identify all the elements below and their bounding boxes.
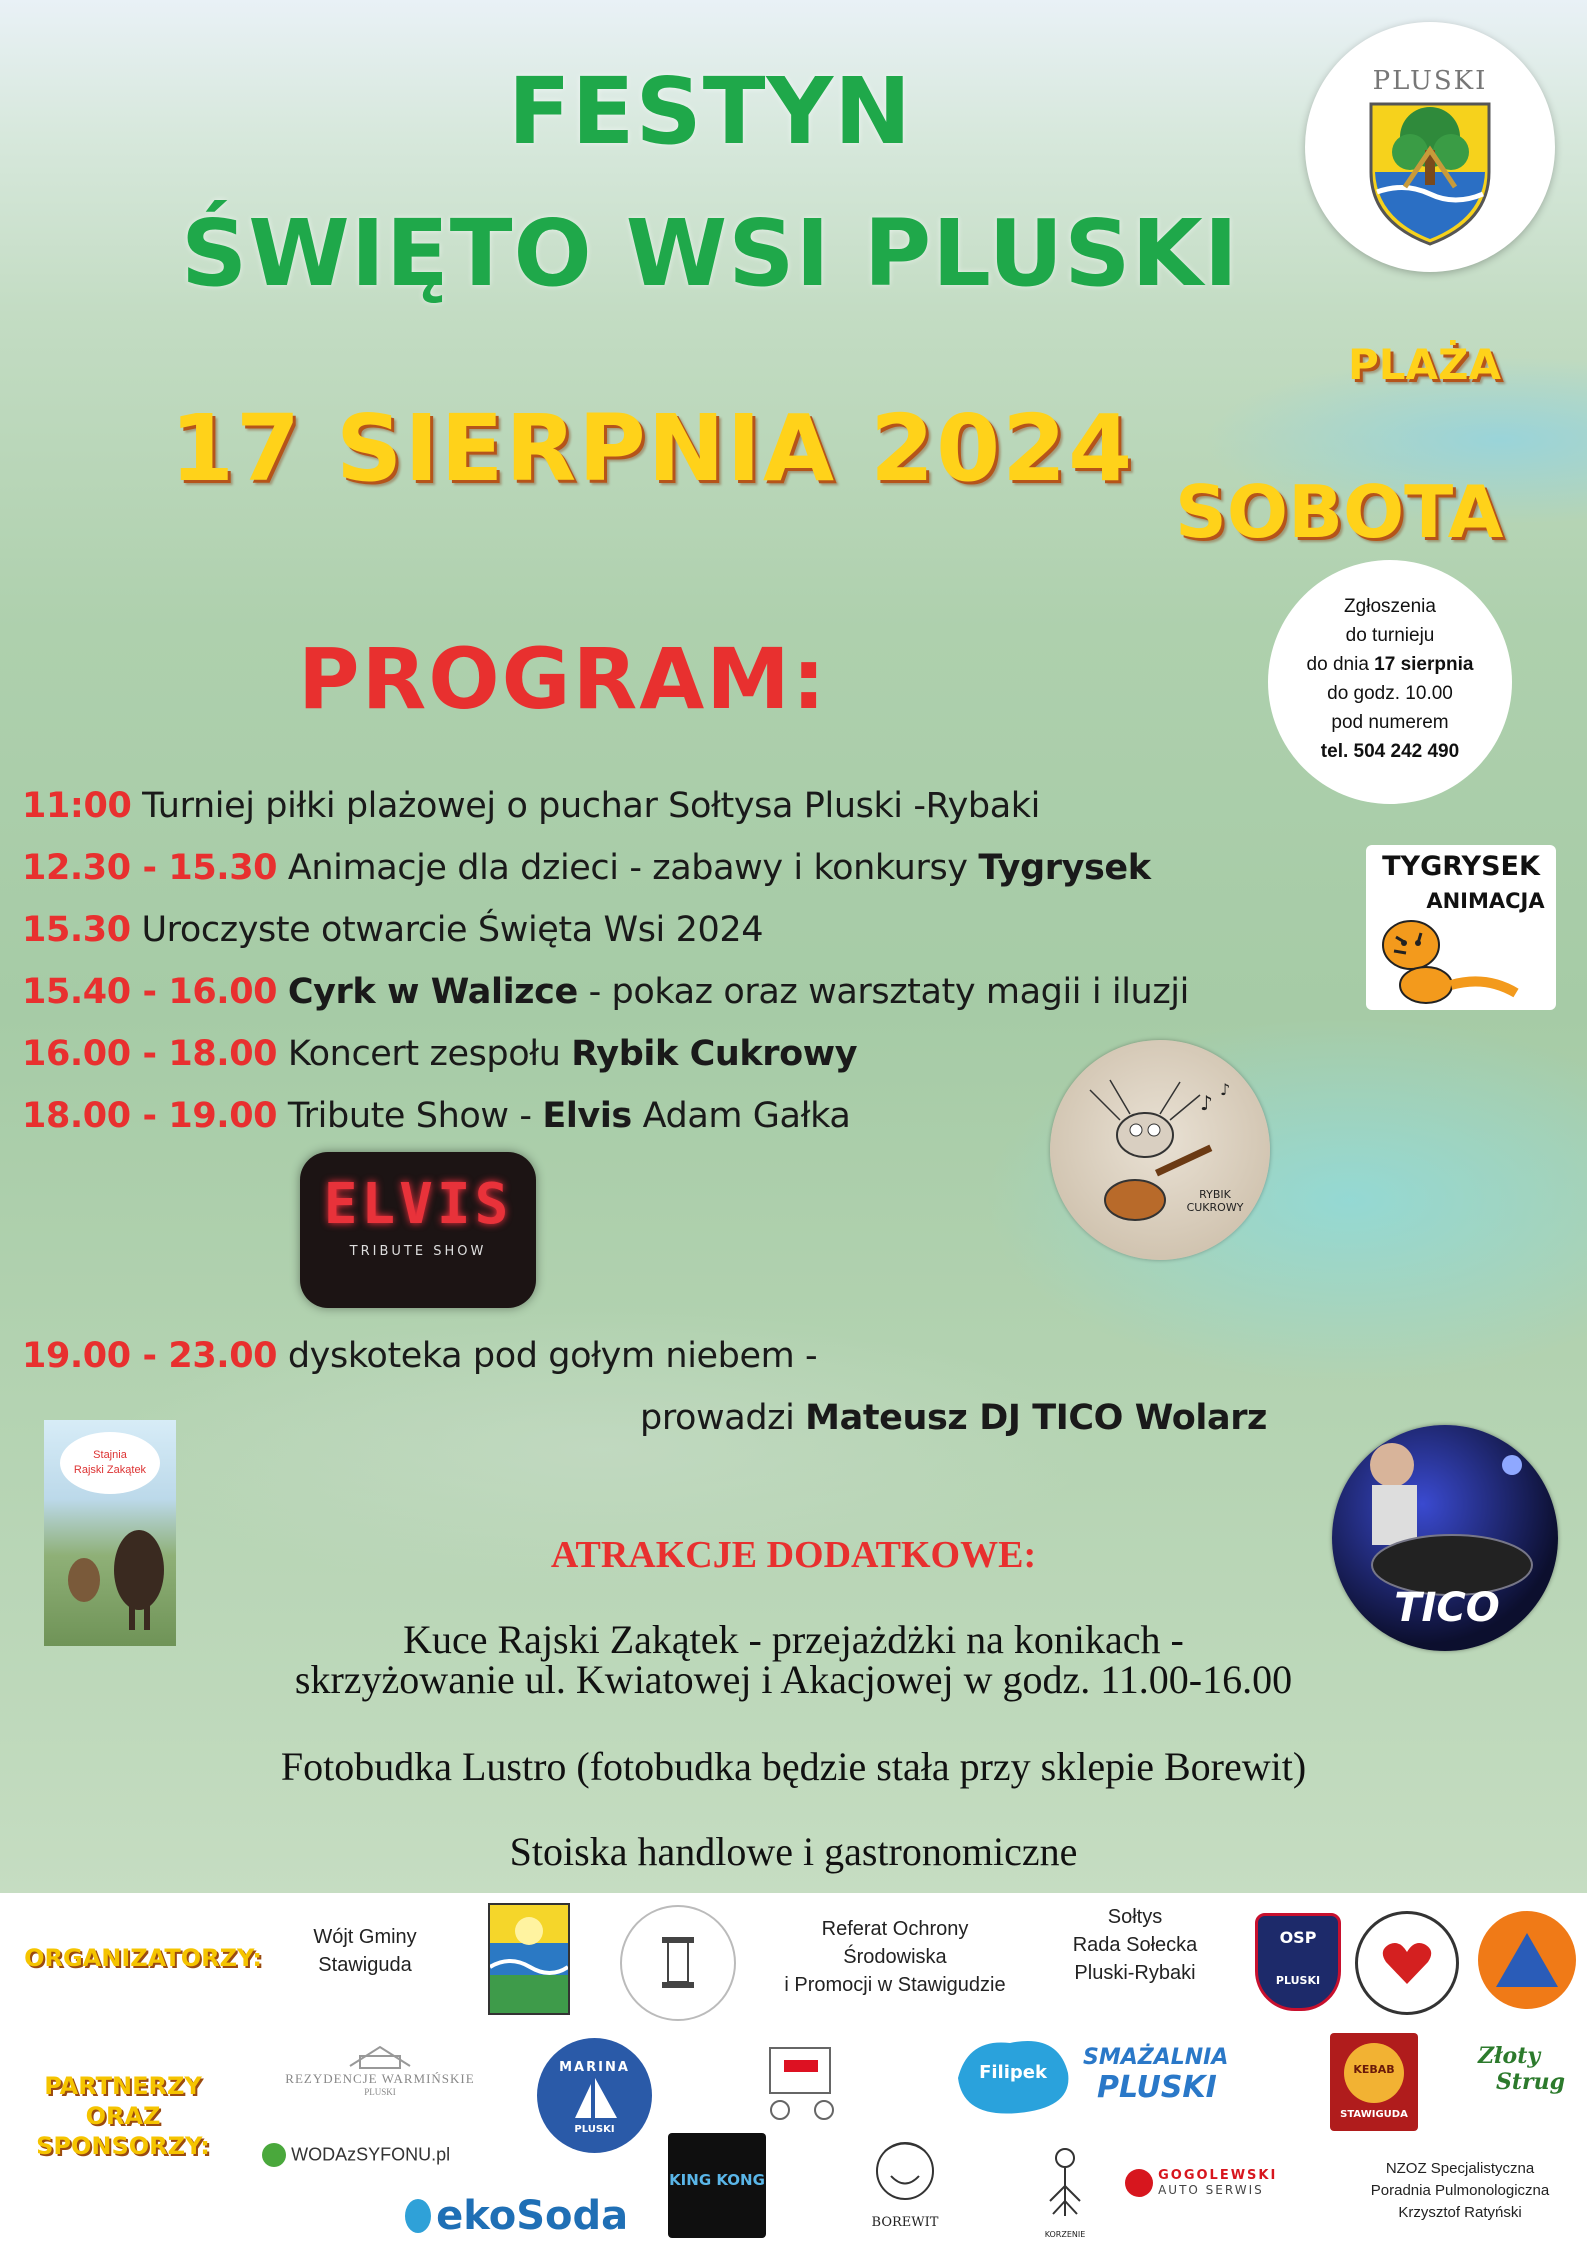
rybik-label-line: CUKROWY (1186, 1201, 1244, 1214)
registration-deadline-prefix: do dnia (1306, 654, 1375, 675)
program-time: 15.40 - 16.00 (22, 972, 278, 1012)
tygrysek-logo (1366, 845, 1556, 1010)
registration-info-bubble (1268, 560, 1512, 804)
filipek-text: Filipek (979, 2062, 1047, 2083)
sponsors-label-line: SPONSORZY: (36, 2132, 210, 2160)
place-label: PLAŻA (1348, 340, 1502, 389)
registration-line: Zgłoszenia (1344, 596, 1436, 617)
svg-text:♪: ♪ (1220, 1080, 1231, 1099)
extras-line: Stoiska handlowe i gastronomiczne (509, 1829, 1078, 1874)
program-item (22, 910, 763, 950)
triangle-icon (1478, 1911, 1576, 2009)
go-icon (262, 2143, 286, 2167)
ice-cream-cart-icon (752, 2038, 852, 2128)
registration-line: pod numerem (1331, 712, 1449, 733)
program-time: 18.00 - 19.00 (22, 1096, 278, 1136)
wodazsyfonu-logo (262, 2143, 462, 2173)
borewit-text: BOREWIT (871, 2215, 939, 2230)
smazalnia-logo (1083, 2045, 1248, 2125)
program-item-disco (22, 1336, 817, 1376)
zloty-strug-line: Złoty (1478, 2043, 1541, 2069)
nzoz-line: NZOZ Specjalistyczna (1385, 2160, 1535, 2177)
elvis-tribute-image (300, 1152, 536, 1308)
program-disco-host (640, 1398, 1267, 1438)
organizers-label: ORGANIZATORZY: (24, 1944, 262, 1972)
program-item (22, 1034, 857, 1074)
ekosoda-logo (405, 2193, 655, 2243)
shield-icon (1305, 22, 1555, 272)
elvis-subtitle: TRIBUTE SHOW (349, 1244, 487, 1259)
program-highlight: Tygrysek (978, 848, 1151, 888)
korzenie-text: KORZENIE (1044, 2230, 1086, 2239)
tiger-icon (1366, 845, 1556, 1010)
smazalnia-name: SMAŻALNIA (1083, 2045, 1229, 2070)
program-text: dyskoteka pod gołym niebem - (277, 1336, 818, 1376)
wodazsyfonu-text: WODAzSYFONU.pl (291, 2144, 451, 2165)
title-festyn: FESTYN (507, 58, 913, 165)
marina-place: PLUSKI (574, 2124, 615, 2135)
marina-pluski-logo (537, 2038, 652, 2153)
rybik-cukrowy-image (1050, 1040, 1270, 1260)
stawiguda-crest (488, 1903, 570, 2015)
program-text: Animacje dla dzieci - zabawy i konkursy (277, 848, 979, 888)
program-time: 11:00 (22, 786, 132, 826)
face-icon (855, 2131, 955, 2211)
program-heading: PROGRAM: (298, 630, 828, 728)
sponsors-label (18, 2071, 228, 2161)
registration-line: do turnieju (1345, 625, 1435, 646)
referat-line: Środowiska (843, 1946, 947, 1968)
extras-heading: ATRAKCJE DODATKOWE: (550, 1534, 1037, 1576)
kebab-stawiguda-logo (1330, 2033, 1418, 2131)
program-item (22, 1096, 850, 1136)
osp-pluski-badge (1255, 1913, 1341, 2011)
program-text-after: Adam Gałka (631, 1096, 851, 1136)
osp-text: OSP (1279, 1928, 1317, 1947)
osp-name: PLUSKI (1275, 1974, 1321, 1987)
program-text: Koncert zespołu (277, 1034, 572, 1074)
filipek-logo (938, 2028, 1083, 2123)
gogolewski-icon (1125, 2169, 1153, 2197)
referat-line: Referat Ochrony (821, 1918, 969, 1940)
gogolewski-logo (1125, 2168, 1325, 2218)
program-highlight: Mateusz DJ TICO Wolarz (805, 1398, 1268, 1438)
sail-icon (537, 2038, 652, 2153)
dj-tico-logo: TICO (1394, 1585, 1500, 1631)
king-kong-logo (668, 2133, 766, 2238)
korzenie-logo (1035, 2146, 1095, 2241)
registration-phone: tel. 504 242 490 (1320, 741, 1460, 762)
fent-logo (1355, 1911, 1459, 2015)
registration-deadline-date: 17 sierpnia (1374, 654, 1474, 675)
organizer-referat (755, 1915, 1035, 1999)
program-time: 16.00 - 18.00 (22, 1034, 278, 1074)
soltys-line: Sołtys (1107, 1906, 1163, 1928)
rybik-label (1170, 1188, 1260, 1214)
soltys-line: Pluski-Rybaki (1074, 1962, 1196, 1984)
extras-line: Fotobudka Lustro (fotobudka będzie stała przy sklepie Borewit) (280, 1744, 1307, 1789)
stajnia-line: Stajnia (93, 1449, 127, 1461)
event-date: 17 SIERPNIA 2024 (170, 395, 1135, 502)
program-text: Turniej piłki plażowej o puchar Sołtysa Pluski -Rybaki (131, 786, 1040, 826)
tygrysek-subtitle: ANIMACJA (1426, 889, 1545, 913)
event-day: SOBOTA (1175, 470, 1504, 554)
borewit-logo (855, 2131, 955, 2237)
civil-defence-logo (1478, 1911, 1576, 2009)
stajnia-line: Rajski Zakątek (73, 1464, 147, 1476)
program-time: 15.30 (22, 910, 131, 950)
house-icon (340, 2041, 420, 2071)
extras-line: skrzyżowanie ul. Kwiatowej i Akacjowej w godz. 11.00-16.00 (294, 1657, 1293, 1702)
program-text-after: - pokaz oraz warsztaty magii i iluzji (577, 972, 1189, 1012)
soltys-line: Rada Sołecka (1072, 1934, 1198, 1956)
sponsors-label-line: ORAZ (85, 2102, 161, 2130)
guitar-icon (1050, 1040, 1270, 1260)
sponsors-label-line: PARTNERZY (44, 2072, 202, 2100)
drop-icon (405, 2199, 431, 2233)
zloty-strug-line: Strug (1496, 2069, 1566, 2095)
program-text: Uroczyste otwarcie Święta Wsi 2024 (130, 910, 764, 950)
elvis-title: ELVIS (323, 1172, 513, 1237)
nzoz-sponsor (1340, 2158, 1580, 2224)
ekosoda-text: ekoSoda (436, 2193, 629, 2239)
pluski-coat-of-arms (1305, 22, 1555, 272)
zloty-strug-logo (1478, 2043, 1578, 2123)
rybik-label-line: RYBIK (1199, 1188, 1231, 1201)
referat-line: i Promocji w Stawigudzie (784, 1974, 1006, 1996)
program-item (22, 972, 1189, 1012)
smazalnia-place: PLUSKI (1097, 2070, 1217, 2105)
svg-text:♪: ♪ (1200, 1091, 1213, 1115)
nzoz-line: Poradnia Pulmonologiczna (1370, 2182, 1550, 2199)
column-icon (622, 1907, 734, 2019)
program-time: 12.30 - 15.30 (22, 848, 278, 888)
rezydencje-name: REZYDENCJE WARMIŃSKIE (285, 2071, 475, 2086)
organizer-soltys (1045, 1903, 1225, 1987)
program-time: 19.00 - 23.00 (22, 1336, 278, 1376)
kebab-text: KEBAB (1353, 2063, 1395, 2076)
program-highlight: Cyrk w Walizce (287, 972, 578, 1012)
sponsors-footer (0, 1893, 1587, 2245)
kebab-place: STAWIGUDA (1340, 2109, 1408, 2120)
organizer-wojt: Wójt Gminy Stawiguda (313, 1926, 417, 1976)
program-highlight: Elvis (542, 1096, 632, 1136)
program-item (22, 786, 1040, 826)
tygrysek-title: TYGRYSEK (1382, 851, 1540, 882)
king-kong-text: KING KONG (669, 2171, 765, 2189)
roots-icon (1035, 2146, 1095, 2226)
logo-text: PLUSKI (1372, 66, 1488, 96)
title-event-name: ŚWIĘTO WSI PLUSKI (180, 200, 1240, 307)
registration-line (1268, 650, 1512, 679)
extras-line: Kuce Rajski Zakątek - przejażdżki na konikach - (403, 1617, 1184, 1662)
wave-icon (490, 1905, 568, 2013)
program-text: Tribute Show - (277, 1096, 543, 1136)
program-text (277, 972, 288, 1012)
program-highlight: Rybik Cukrowy (571, 1034, 858, 1074)
gogolewski-sub: AUTO SERWIS (1158, 2183, 1264, 2197)
program-text: prowadzi (640, 1398, 806, 1438)
gogolewski-name: GOGOLEWSKI (1158, 2168, 1278, 2183)
rezydencje-place: PLUSKI (364, 2087, 396, 2097)
gok-logo (620, 1905, 736, 2021)
rezydencje-logo (280, 2041, 480, 2111)
registration-line: do godz. 10.00 (1327, 683, 1453, 704)
nzoz-line: Krzysztof Ratyński (1398, 2204, 1522, 2221)
program-item (22, 848, 1151, 888)
lodziarnia-logo (752, 2038, 852, 2128)
marina-name: MARINA (559, 2060, 630, 2075)
heart-icon (1358, 1914, 1456, 2012)
